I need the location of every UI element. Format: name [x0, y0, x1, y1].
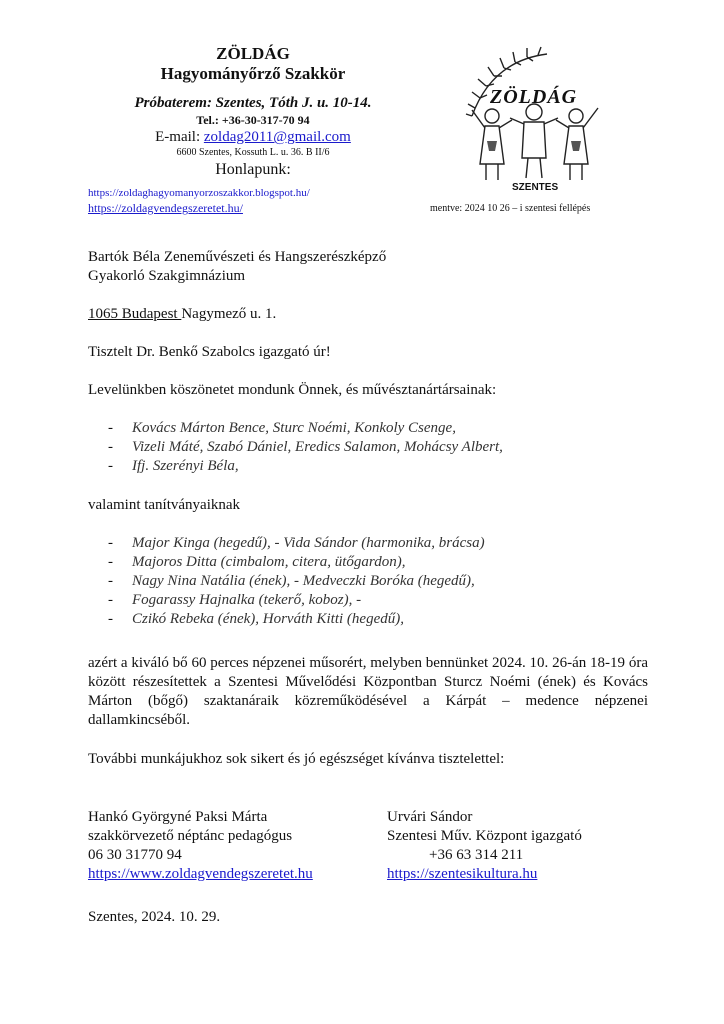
- list-item: - Nagy Nina Natália (ének), - Medveczki Boróka (hegedű),: [88, 572, 648, 591]
- closing-sentence: További munkájukhoz sok sikert és jó egészséget kívánva tisztelettel:: [88, 751, 505, 767]
- telephone: Tel.: +36-30-317-70 94: [196, 113, 310, 127]
- site-link[interactable]: https://zoldagvendegszeretet.hu/: [88, 201, 243, 215]
- rehearsal-address: Próbaterem: Szentes, Tóth J. u. 10-14.: [134, 95, 372, 111]
- org-subtitle: Hagyományőrző Szakkör: [160, 64, 346, 83]
- greeting: Tisztelt Dr. Benkő Szabolcs igazgató úr!: [88, 344, 331, 360]
- signature-right: [387, 808, 582, 884]
- letterhead: [88, 44, 418, 179]
- postal-address: 6600 Szentes, Kossuth L. u. 36. B II/6: [176, 147, 330, 158]
- recipient-address: [88, 305, 276, 324]
- signer-phone: +36 63 314 211: [429, 847, 524, 863]
- list-item: - Majoros Ditta (cimbalom, citera, ütőgardon),: [88, 553, 648, 572]
- blog-url-line: [88, 187, 310, 199]
- email-line: [88, 128, 418, 146]
- recipient-block: [88, 248, 386, 286]
- list-item: - Fogarassy Hajnalka (tekerő, koboz), -: [88, 591, 648, 610]
- signer-name: Hankó Györgyné Paksi Márta: [88, 809, 268, 825]
- logo-title: ZÖLDÁG: [490, 86, 578, 108]
- students-list: [88, 534, 648, 629]
- email-label: E-mail:: [155, 129, 204, 145]
- school-name-line2: Gyakorló Szakgimnázium: [88, 268, 246, 284]
- list-item: - Major Kinga (hegedű), - Vida Sándor (harmonika, brácsa): [88, 534, 648, 553]
- saved-note: mentve: 2024 10 26 – i szentesi fellépés: [430, 203, 591, 214]
- blog-link[interactable]: https://zoldaghagyomanyorzoszakkor.blogspot.hu/: [88, 187, 310, 199]
- date-line: Szentes, 2024. 10. 29.: [88, 909, 221, 925]
- signer-name: Urvári Sándor: [387, 809, 473, 825]
- zoldag-logo: [452, 46, 617, 196]
- logo-graphic: [452, 46, 617, 196]
- signer-role: Szentesi Műv. Központ igazgató: [387, 828, 582, 844]
- org-name: ZÖLDÁG: [216, 44, 290, 63]
- main-paragraph: azért a kiváló bő 60 perces népzenei műsorért, melyben bennünket 2024. 10. 26-án 18-19 óra között részesítettek a Szentesi Művelődési Központban Sturcz Noémi (ének) és Kovács Márton (bőgő) szaktanáraik közreműködésével a Kárpát – medence népzenei dallamkincséből.: [88, 655, 648, 728]
- homepages-heading: Honlapunk:: [215, 161, 291, 178]
- signature-left: [88, 808, 313, 884]
- email-link[interactable]: zoldag2011@gmail.com: [203, 129, 351, 145]
- recipient-city: 1065 Budapest: [88, 306, 182, 322]
- logo-subtitle: SZENTES: [512, 182, 559, 193]
- list-item: - Kovács Márton Bence, Sturc Noémi, Konkoly Csenge,: [88, 419, 648, 438]
- list-item: - Vizeli Máté, Szabó Dániel, Eredics Salamon, Mohácsy Albert,: [88, 438, 648, 457]
- students-intro: valamint tanítványaiknak: [88, 497, 241, 513]
- school-name-line1: Bartók Béla Zeneművészeti és Hangszerészképző: [88, 249, 387, 265]
- signer-phone: 06 30 31770 94: [88, 847, 182, 863]
- list-item: - Ifj. Szerényi Béla,: [88, 457, 648, 476]
- site-url-line: [88, 201, 243, 216]
- list-item: - Czikó Rebeka (ének), Horváth Kitti (hegedű),: [88, 610, 648, 629]
- signer-role: szakkörvezető néptánc pedagógus: [88, 828, 293, 844]
- signer-website-link[interactable]: https://szentesikultura.hu: [387, 866, 538, 882]
- teachers-list: [88, 419, 648, 476]
- recipient-street: Nagymező u. 1.: [181, 306, 277, 322]
- intro-sentence: Levelünkben köszönetet mondunk Önnek, és művésztanártársainak:: [88, 382, 497, 398]
- signer-website-link[interactable]: https://www.zoldagvendegszeretet.hu: [88, 866, 313, 882]
